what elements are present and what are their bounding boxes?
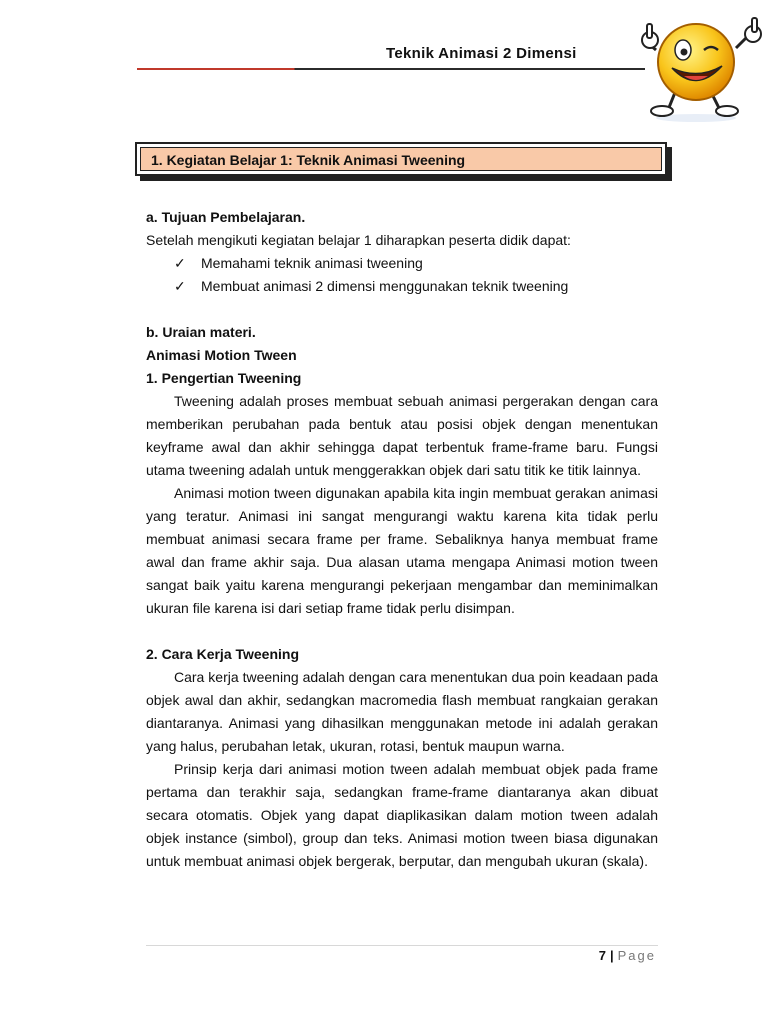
checkmark-icon: ✓ [174, 255, 186, 271]
section-title-box [135, 142, 667, 176]
paragraph: Animasi motion tween digunakan apabila kita ingin membuat gerakan animasi yang teratur. Animasi ini sangat mengurangi waktu karena kita tidak perlu membuat animasi secara frame per frame. Sebaliknya hanya membuat frame awal dan frame akhir saja. Dua alasan utama mengapa Animasi motion tween sangat baik yaitu karena mengurangi pekerjaan mengambar dan meminimalkan ukuran file karena isi dari setiap frame tidak perlu disimpan. [146, 485, 658, 616]
footer-rule [146, 945, 658, 946]
paragraph: Tweening adalah proses membuat sebuah animasi pergerakan dengan cara memberikan perubahan pada bentuk atau posisi objek dengan menentukan keyframe awal dan akhir sehingga dapat terbentuk frame-frame baru. Fungsi utama tweening adalah untuk menggerakkan objek dari satu titik ke titik lainnya. [146, 393, 658, 478]
header-title: Teknik Animasi 2 Dimensi [386, 45, 577, 62]
checklist-item-text: Memahami teknik animasi tweening [201, 255, 423, 271]
page-footer [599, 948, 656, 963]
tujuan-heading: a. Tujuan Pembelajaran. [146, 209, 306, 225]
section-heading: 1. Pengertian Tweening [146, 370, 302, 386]
uraian-subheading: Animasi Motion Tween [146, 347, 297, 363]
page-number: 7 [598, 948, 606, 963]
paragraph: Prinsip kerja dari animasi motion tween adalah membuat objek pada frame pertama dan terakhir saja, sedangkan frame-frame diantaranya akan dibuat secara otomatis. Objek yang dapat diaplikasikan dalam motion tween adalah objek instance (simbol), group dan teks. Animasi motion tween biasa digunakan untuk membuat animasi objek bergerak, berputar, dan mengubah ukuran (skala). [146, 761, 658, 869]
checklist-item-text: Membuat animasi 2 dimensi menggunakan teknik tweening [201, 278, 569, 294]
paragraph: Cara kerja tweening adalah dengan cara menentukan dua poin keadaan pada objek awal dan akhir, sedangkan macromedia flash membuat rangkaian gerakan diantaranya. Animasi yang dihasilkan menggunakan metode ini adalah gerakan yang halus, perubahan letak, ukuran, rotasi, bentuk maupun warna. [146, 669, 658, 754]
checklist-item [146, 275, 658, 298]
tujuan-intro: Setelah mengikuti kegiatan belajar 1 diharapkan peserta didik dapat: [146, 232, 571, 248]
document-body [146, 206, 658, 873]
section-heading: 2. Cara Kerja Tweening [146, 646, 300, 662]
page-label: Page [617, 948, 656, 963]
checklist-item [146, 252, 658, 275]
section-title: 1. Kegiatan Belajar 1: Teknik Animasi Tweening [151, 152, 466, 168]
uraian-heading: b. Uraian materi. [146, 324, 256, 340]
footer-separator: | [609, 948, 614, 963]
smiley-mascot-icon [636, 10, 766, 125]
header-rule [137, 68, 645, 70]
checkmark-icon: ✓ [174, 278, 186, 294]
